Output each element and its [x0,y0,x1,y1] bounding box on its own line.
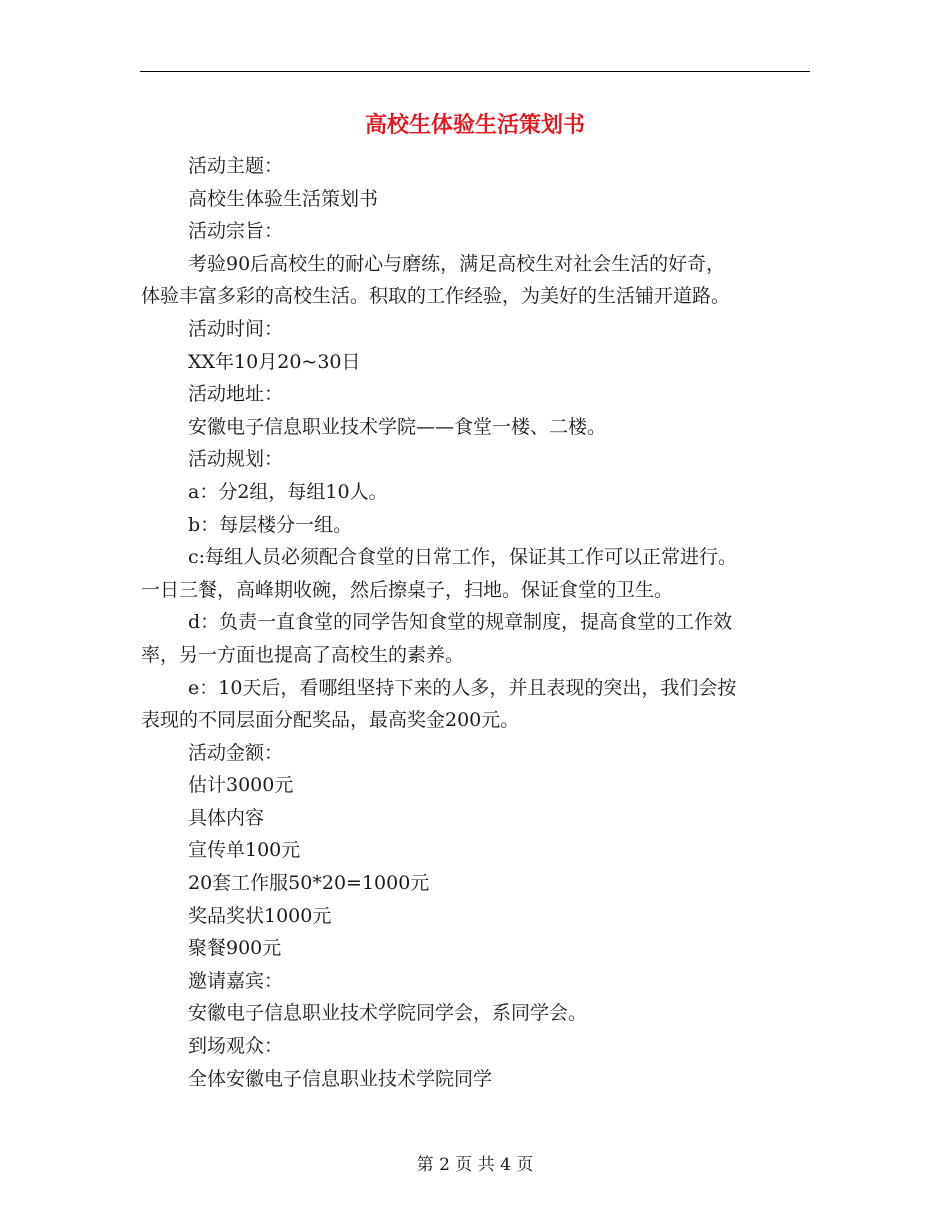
paragraph-line: 聚餐900元 [188,937,282,960]
paragraph-line: XX年10月20~30日 [188,350,361,373]
paragraph-line: 安徽电子信息职业技术学院——食堂一楼、二楼。 [188,415,607,438]
paragraph-line: 活动主题： [188,155,284,177]
paragraph-line: 全体安徽电子信息职业技术学院同学 [188,1067,493,1090]
paragraph-line: 活动宗旨： [188,220,284,243]
document-title: 高校生体验生活策划书 [364,112,585,138]
paragraph-line: 20套工作服50*20=1000元 [188,872,430,895]
paragraph-line: d：负责一直食堂的同学告知食堂的规章制度，提高食堂的工作效 [188,611,733,634]
paragraph-line: 安徽电子信息职业技术学院同学会，系同学会。 [188,1002,588,1025]
paragraph-line: 邀请嘉宾： [188,969,284,992]
paragraph-line: 表现的不同层面分配奖品，最高奖金200元。 [141,709,520,732]
paragraph-line: 高校生体验生活策划书 [188,187,379,210]
header-rule [140,71,810,72]
paragraph-line: 率，另一方面也提高了高校生的素养。 [141,643,465,666]
paragraph-line: e：10天后，看哪组坚持下来的人多，并且表现的突出，我们会按 [188,676,737,699]
paragraph-line: 体验丰富多彩的高校生活。积取的工作经验，为美好的生活铺开道路。 [141,285,731,308]
paragraph-line: 活动金额： [188,741,284,764]
paragraph-line: 奖品奖状1000元 [188,904,332,927]
paragraph-line: 到场观众： [188,1035,284,1058]
paragraph-line: 活动地址： [188,383,284,406]
paragraph-line: c:每组人员必须配合食堂的日常工作，保证其工作可以正常进行。 [188,546,738,569]
paragraph-line: 具体内容 [188,806,265,829]
document-body [141,150,811,1095]
paragraph-line: 宣传单100元 [188,839,301,862]
paragraph-line: 一日三餐，高峰期收碗，然后擦桌子，扫地。保证食堂的卫生。 [141,578,674,601]
paragraph-line: 活动规划： [188,448,284,471]
paragraph-line: 考验90后高校生的耐心与磨练，满足高校生对社会生活的好奇， [188,252,726,275]
paragraph-line: 估计3000元 [188,774,294,797]
page-number: 第 2 页 共 4 页 [416,1155,534,1175]
paragraph-line: b：每层楼分一组。 [188,513,353,536]
paragraph-line: a：分2组，每组10人。 [188,480,388,503]
paragraph-line: 活动时间： [188,317,284,340]
